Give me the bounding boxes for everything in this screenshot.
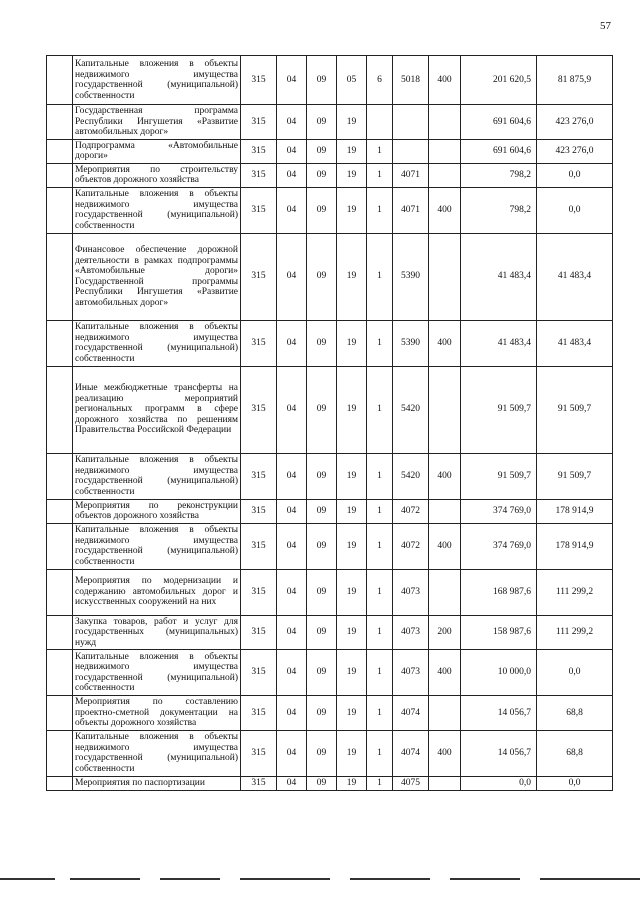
- cell-c5: 1: [367, 523, 393, 569]
- cell-c1: 315: [241, 523, 277, 569]
- cell-c1: 315: [241, 696, 277, 731]
- cell-c6: 4073: [393, 615, 429, 650]
- cell-c4: 19: [337, 650, 367, 696]
- cell-c3: 09: [307, 233, 337, 320]
- cell-v1: 10 000,0: [461, 650, 537, 696]
- cell-c6: 4072: [393, 499, 429, 523]
- cell-c2: 04: [277, 233, 307, 320]
- cell-c6: 4071: [393, 163, 429, 187]
- table-row: [47, 56, 613, 105]
- cell-c7: 400: [429, 730, 461, 776]
- cell-c4: 19: [337, 615, 367, 650]
- cell-c2: 04: [277, 523, 307, 569]
- cell-c5: 6: [367, 56, 393, 105]
- cell-c2: 04: [277, 105, 307, 140]
- cell-c5: 1: [367, 615, 393, 650]
- cell-c6: 4071: [393, 187, 429, 233]
- cell-c7: 400: [429, 650, 461, 696]
- table-row: [47, 569, 613, 615]
- cell-c4: 19: [337, 776, 367, 790]
- cell-name: Капитальные вложения в объекты недвижимого имущества государственной (муниципальной) собственности: [73, 523, 241, 569]
- scan-artifact-line: [240, 878, 330, 880]
- cell-c3: 09: [307, 139, 337, 163]
- table-row: [47, 139, 613, 163]
- cell-c3: 09: [307, 163, 337, 187]
- cell-index: [47, 139, 73, 163]
- cell-c2: 04: [277, 776, 307, 790]
- cell-c7: [429, 499, 461, 523]
- cell-c2: 04: [277, 163, 307, 187]
- cell-c2: 04: [277, 187, 307, 233]
- cell-name: Мероприятия по модернизации и содержанию автомобильных дорог и искусственных сооружений на них: [73, 569, 241, 615]
- table-row: [47, 105, 613, 140]
- cell-c4: 19: [337, 187, 367, 233]
- cell-name: Государственная программа Республики Ингушетия «Развитие автомобильных дорог»: [73, 105, 241, 140]
- cell-c6: 4072: [393, 523, 429, 569]
- cell-c5: 1: [367, 187, 393, 233]
- cell-v1: 158 987,6: [461, 615, 537, 650]
- cell-index: [47, 366, 73, 453]
- cell-c4: 19: [337, 139, 367, 163]
- table-row: [47, 615, 613, 650]
- cell-c2: 04: [277, 56, 307, 105]
- cell-c6: 5390: [393, 233, 429, 320]
- cell-c6: 4073: [393, 650, 429, 696]
- table-row: [47, 776, 613, 790]
- cell-name: Капитальные вложения в объекты недвижимого имущества государственной (муниципальной) собственности: [73, 453, 241, 499]
- cell-c2: 04: [277, 366, 307, 453]
- cell-c4: 19: [337, 366, 367, 453]
- cell-v1: 14 056,7: [461, 696, 537, 731]
- cell-c6: 5420: [393, 453, 429, 499]
- cell-c5: 1: [367, 320, 393, 366]
- cell-c3: 09: [307, 56, 337, 105]
- cell-c1: 315: [241, 615, 277, 650]
- cell-c1: 315: [241, 56, 277, 105]
- cell-c6: 5018: [393, 56, 429, 105]
- cell-v1: 168 987,6: [461, 569, 537, 615]
- cell-c3: 09: [307, 105, 337, 140]
- cell-v2: 91 509,7: [537, 366, 613, 453]
- cell-c3: 09: [307, 730, 337, 776]
- cell-v2: 0,0: [537, 163, 613, 187]
- cell-name: Мероприятия по реконструкции объектов дорожного хозяйства: [73, 499, 241, 523]
- cell-c7: [429, 139, 461, 163]
- cell-c1: 315: [241, 139, 277, 163]
- cell-index: [47, 320, 73, 366]
- cell-index: [47, 187, 73, 233]
- cell-c2: 04: [277, 499, 307, 523]
- cell-v2: 423 276,0: [537, 139, 613, 163]
- cell-name: Финансовое обеспечение дорожной деятельности в рамках подпрограммы «Автомобильные дороги» Государственной программы Республики Ингушетия «Развитие автомобильных дорог»: [73, 233, 241, 320]
- cell-c4: 05: [337, 56, 367, 105]
- cell-v2: 423 276,0: [537, 105, 613, 140]
- table-row: [47, 499, 613, 523]
- cell-name: Мероприятия по строительству объектов дорожного хозяйства: [73, 163, 241, 187]
- cell-v2: 111 299,2: [537, 569, 613, 615]
- cell-v2: 41 483,4: [537, 233, 613, 320]
- cell-c7: 400: [429, 320, 461, 366]
- cell-c7: [429, 105, 461, 140]
- cell-c5: 1: [367, 453, 393, 499]
- cell-c6: 4073: [393, 569, 429, 615]
- cell-c1: 315: [241, 163, 277, 187]
- cell-c1: 315: [241, 453, 277, 499]
- cell-c4: 19: [337, 696, 367, 731]
- table-row: [47, 163, 613, 187]
- scan-artifact-line: [70, 878, 140, 880]
- budget-table: [46, 55, 613, 791]
- cell-c4: 19: [337, 730, 367, 776]
- cell-c7: [429, 776, 461, 790]
- cell-index: [47, 730, 73, 776]
- cell-c6: 4075: [393, 776, 429, 790]
- cell-index: [47, 499, 73, 523]
- cell-c5: 1: [367, 233, 393, 320]
- cell-v1: 41 483,4: [461, 320, 537, 366]
- cell-c4: 19: [337, 163, 367, 187]
- cell-c5: 1: [367, 499, 393, 523]
- cell-v2: 68,8: [537, 730, 613, 776]
- cell-index: [47, 650, 73, 696]
- cell-c7: [429, 233, 461, 320]
- cell-c5: 1: [367, 650, 393, 696]
- cell-v1: 91 509,7: [461, 366, 537, 453]
- cell-v2: 111 299,2: [537, 615, 613, 650]
- cell-c4: 19: [337, 569, 367, 615]
- cell-c7: [429, 366, 461, 453]
- cell-c3: 09: [307, 320, 337, 366]
- cell-v2: 178 914,9: [537, 523, 613, 569]
- cell-v1: 0,0: [461, 776, 537, 790]
- cell-c5: 1: [367, 163, 393, 187]
- cell-c2: 04: [277, 320, 307, 366]
- cell-name: Капитальные вложения в объекты недвижимого имущества государственной (муниципальной) собственности: [73, 650, 241, 696]
- cell-c6: 5390: [393, 320, 429, 366]
- cell-c6: 5420: [393, 366, 429, 453]
- cell-c7: [429, 163, 461, 187]
- cell-c4: 19: [337, 523, 367, 569]
- cell-index: [47, 776, 73, 790]
- table-row: [47, 233, 613, 320]
- cell-c5: 1: [367, 730, 393, 776]
- cell-v1: 14 056,7: [461, 730, 537, 776]
- cell-name: Капитальные вложения в объекты недвижимого имущества государственной (муниципальной) собственности: [73, 320, 241, 366]
- cell-c2: 04: [277, 139, 307, 163]
- cell-c4: 19: [337, 453, 367, 499]
- cell-c2: 04: [277, 730, 307, 776]
- cell-c7: [429, 696, 461, 731]
- cell-c7: 200: [429, 615, 461, 650]
- scan-artifact-line: [450, 878, 520, 880]
- cell-c4: 19: [337, 320, 367, 366]
- table-row: [47, 523, 613, 569]
- scan-artifact-line: [160, 878, 220, 880]
- cell-c6: 4074: [393, 696, 429, 731]
- cell-c7: [429, 569, 461, 615]
- cell-c1: 315: [241, 776, 277, 790]
- cell-name: Мероприятия по паспортизации: [73, 776, 241, 790]
- cell-index: [47, 163, 73, 187]
- scan-artifact-line: [0, 878, 55, 880]
- cell-c4: 19: [337, 233, 367, 320]
- cell-c1: 315: [241, 730, 277, 776]
- cell-index: [47, 233, 73, 320]
- cell-v1: 691 604,6: [461, 139, 537, 163]
- cell-v1: 374 769,0: [461, 523, 537, 569]
- scan-artifact-line: [540, 878, 640, 880]
- cell-v1: 798,2: [461, 163, 537, 187]
- cell-v1: 41 483,4: [461, 233, 537, 320]
- cell-c2: 04: [277, 650, 307, 696]
- cell-c5: 1: [367, 366, 393, 453]
- cell-c1: 315: [241, 233, 277, 320]
- cell-c3: 09: [307, 453, 337, 499]
- cell-c6: [393, 139, 429, 163]
- cell-v2: 0,0: [537, 187, 613, 233]
- cell-v2: 68,8: [537, 696, 613, 731]
- cell-c3: 09: [307, 650, 337, 696]
- cell-c4: 19: [337, 499, 367, 523]
- cell-c7: 400: [429, 187, 461, 233]
- cell-v2: 0,0: [537, 650, 613, 696]
- cell-v2: 41 483,4: [537, 320, 613, 366]
- table-row: [47, 320, 613, 366]
- cell-c3: 09: [307, 366, 337, 453]
- cell-name: Закупка товаров, работ и услуг для государственных (муниципальных) нужд: [73, 615, 241, 650]
- cell-c3: 09: [307, 569, 337, 615]
- cell-name: Капитальные вложения в объекты недвижимого имущества государственной (муниципальной) собственности: [73, 730, 241, 776]
- cell-c5: 1: [367, 139, 393, 163]
- cell-c3: 09: [307, 523, 337, 569]
- cell-c7: 400: [429, 56, 461, 105]
- cell-c5: 1: [367, 776, 393, 790]
- cell-c3: 09: [307, 696, 337, 731]
- table-row: [47, 453, 613, 499]
- cell-index: [47, 453, 73, 499]
- cell-c2: 04: [277, 696, 307, 731]
- cell-index: [47, 696, 73, 731]
- cell-c6: [393, 105, 429, 140]
- cell-name: Капитальные вложения в объекты недвижимого имущества государственной (муниципальной) собственности: [73, 187, 241, 233]
- cell-v1: 798,2: [461, 187, 537, 233]
- cell-c1: 315: [241, 650, 277, 696]
- cell-c1: 315: [241, 499, 277, 523]
- cell-c7: 400: [429, 523, 461, 569]
- cell-v1: 201 620,5: [461, 56, 537, 105]
- cell-name: Иные межбюджетные трансферты на реализацию мероприятий региональных программ в сфере дорожного хозяйства по решениям Правительства Российской Федерации: [73, 366, 241, 453]
- cell-index: [47, 569, 73, 615]
- cell-c2: 04: [277, 569, 307, 615]
- cell-name: Капитальные вложения в объекты недвижимого имущества государственной (муниципальной) собственности: [73, 56, 241, 105]
- cell-c4: 19: [337, 105, 367, 140]
- cell-index: [47, 56, 73, 105]
- cell-c1: 315: [241, 569, 277, 615]
- cell-c1: 315: [241, 366, 277, 453]
- cell-v2: 178 914,9: [537, 499, 613, 523]
- cell-c3: 09: [307, 499, 337, 523]
- cell-index: [47, 523, 73, 569]
- cell-name: Мероприятия по составлению проектно-сметной документации на объекты дорожного хозяйства: [73, 696, 241, 731]
- cell-c7: 400: [429, 453, 461, 499]
- cell-c5: 1: [367, 569, 393, 615]
- cell-v2: 91 509,7: [537, 453, 613, 499]
- cell-index: [47, 105, 73, 140]
- cell-c1: 315: [241, 105, 277, 140]
- cell-c1: 315: [241, 187, 277, 233]
- table-row: [47, 730, 613, 776]
- cell-v2: 81 875,9: [537, 56, 613, 105]
- cell-c1: 315: [241, 320, 277, 366]
- cell-c2: 04: [277, 453, 307, 499]
- cell-c5: 1: [367, 696, 393, 731]
- table-row: [47, 187, 613, 233]
- cell-c6: 4074: [393, 730, 429, 776]
- cell-name: Подпрограмма «Автомобильные дороги»: [73, 139, 241, 163]
- table-row: [47, 650, 613, 696]
- cell-c3: 09: [307, 615, 337, 650]
- cell-v1: 374 769,0: [461, 499, 537, 523]
- cell-c3: 09: [307, 187, 337, 233]
- cell-v1: 91 509,7: [461, 453, 537, 499]
- cell-v1: 691 604,6: [461, 105, 537, 140]
- table-row: [47, 366, 613, 453]
- cell-c3: 09: [307, 776, 337, 790]
- cell-v2: 0,0: [537, 776, 613, 790]
- cell-index: [47, 615, 73, 650]
- scan-artifact-line: [350, 878, 430, 880]
- cell-c5: [367, 105, 393, 140]
- cell-c2: 04: [277, 615, 307, 650]
- table-row: [47, 696, 613, 731]
- page-number: 57: [600, 20, 611, 32]
